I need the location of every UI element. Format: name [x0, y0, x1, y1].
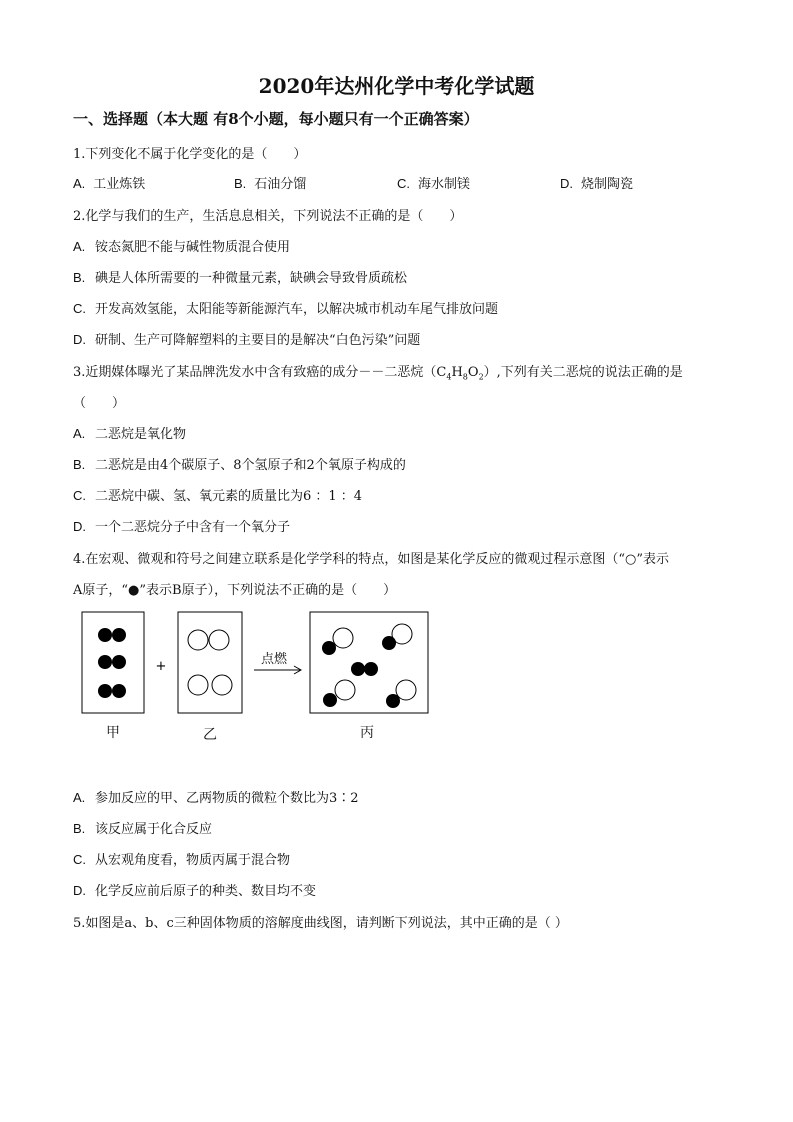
- label-jia: 甲: [106, 725, 120, 741]
- plus-sign: +: [155, 659, 167, 674]
- reaction-arrow: [254, 666, 301, 674]
- molecule-a2: [188, 630, 229, 650]
- q4-option-c: C. 从宏观角度看，物质丙属于混合物: [73, 852, 291, 868]
- q1-option-b: B. 石油分馏: [234, 176, 307, 192]
- molecule-b2: [98, 655, 126, 669]
- question-4-stem: 4.在宏观、微观和符号之间建立联系是化学学科的特点，如图是某化学反应的微观过程示意图（“○”表示: [73, 552, 670, 567]
- q2-option-b: B. 碘是人体所需要的一种微量元素，缺碘会导致骨质疏松: [73, 270, 408, 286]
- q3-option-c: C. 二恶烷中碳、氢、氧元素的质量比为6 ：1 ：4: [73, 488, 363, 504]
- question-3-stem: 3.近期媒体曝光了某品牌洗发水中含有致癌的成分－－二恶烷$(C_4H_8O_2)$,下列有关二恶烷的说法正确的是: [73, 365, 683, 382]
- q2-option-a: A. 铵态氮肥不能与碱性物质混合使用: [73, 239, 291, 255]
- molecule-b2: [98, 628, 126, 642]
- question-2-stem: 2.化学与我们的生产，生活息息相关，下列说法不正确的是（ ）: [73, 209, 463, 224]
- arrow-label-ignite: 点燃: [261, 652, 288, 667]
- section-heading: 一、选择题（本大题 有8个小题，每小题只有一个正确答案）: [73, 110, 479, 128]
- q1-option-d: D. 烧制陶瓷: [560, 176, 634, 192]
- q3-option-b: B. 二恶烷是由4个碳原子、8个氢原子和2个氧原子构成的: [73, 457, 406, 473]
- question-5-stem: 5.如图是a、b、c三种固体物质的溶解度曲线图，请判断下列说法，其中正确的是（ ）: [73, 916, 568, 931]
- box-yi: [178, 612, 242, 713]
- molecule-b2: [98, 684, 126, 698]
- question-3-stem-continued: （ ）: [73, 396, 126, 411]
- molecule-ab: [322, 628, 353, 655]
- q4-option-b: B. 该反应属于化合反应: [73, 821, 213, 837]
- question-4-stem-continued: A原子，“●”表示B原子），下列说法不正确的是（ ）: [73, 583, 397, 598]
- molecule-ab: [386, 680, 416, 708]
- q4-option-a: A. 参加反应的甲、乙两物质的微粒个数比为3∶2: [73, 790, 359, 806]
- question-1-stem: 1.下列变化不属于化学变化的是（ ）: [73, 147, 307, 162]
- q3-option-a: A. 二恶烷是氧化物: [73, 426, 187, 442]
- q1-option-c: C. 海水制镁: [397, 176, 471, 192]
- molecule-ab: [382, 624, 412, 650]
- q3-option-d: D. 一个二恶烷分子中含有一个氧分子: [73, 519, 291, 535]
- page-title: 2020年达州化学中考化学试题: [258, 74, 535, 98]
- q2-option-d: D. 研制、生产可降解塑料的主要目的是解决“白色污染”问题: [73, 332, 421, 348]
- label-yi: 乙: [203, 727, 217, 743]
- q2-option-c: C. 开发高效氢能，太阳能等新能源汽车，以解决城市机动车尾气排放问题: [73, 301, 499, 317]
- label-bing: 丙: [360, 725, 374, 741]
- q4-option-d: D. 化学反应前后原子的种类、数目均不变: [73, 883, 317, 899]
- molecule-b2: [351, 662, 378, 676]
- q1-option-a: A. 工业炼铁: [73, 176, 146, 192]
- molecule-a2: [188, 675, 232, 695]
- molecule-ab: [323, 680, 355, 707]
